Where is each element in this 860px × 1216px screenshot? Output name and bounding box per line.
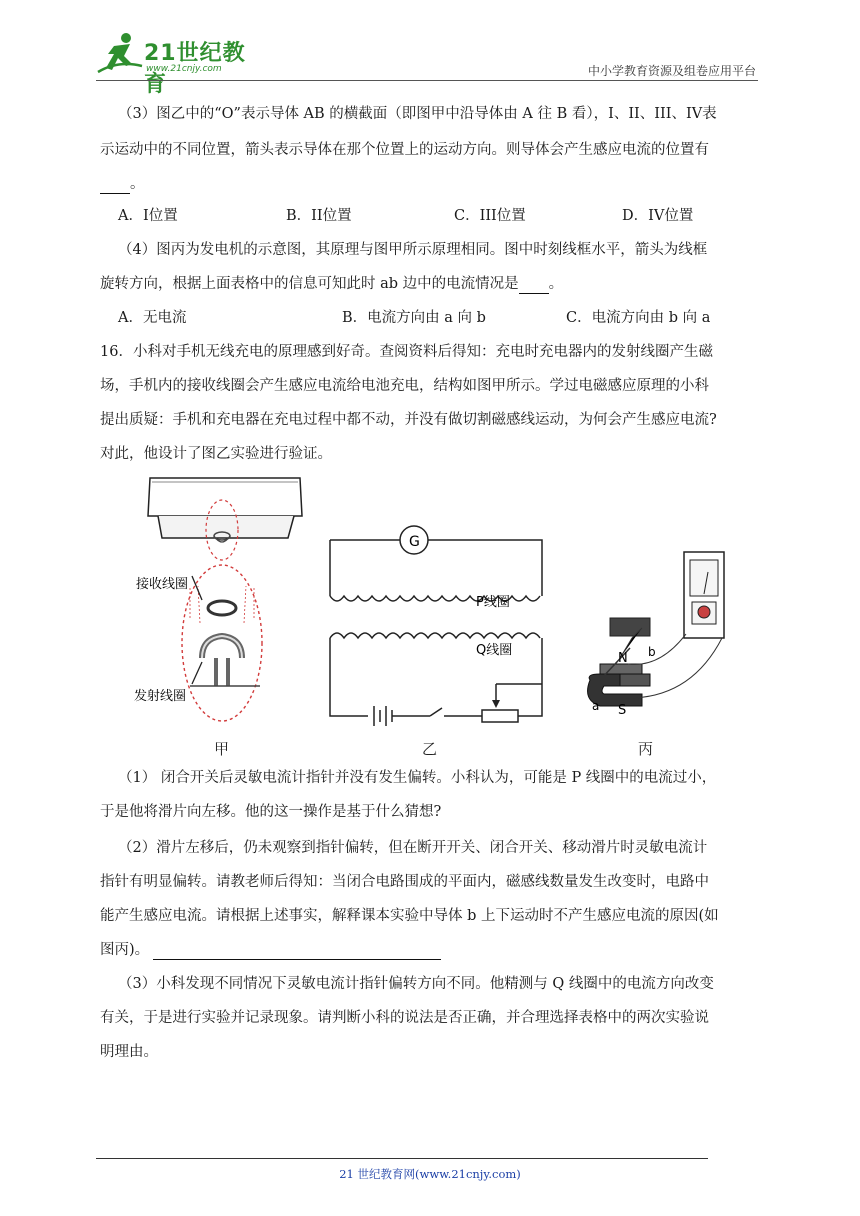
q16-p3-line3: 明理由。 (100, 1044, 158, 1060)
label-receive-coil: 接收线圈 (136, 577, 189, 592)
header-divider (96, 80, 758, 81)
q15-p4-option-c[interactable]: C．电流方向由 b 向 a (566, 310, 711, 326)
q16-p1-line1: （1） 闭合开关后灵敏电流计指针并没有发生偏转。小科认为，可能是 P 线圈中的电流过小， (118, 770, 717, 786)
q16-p2-line4-text: 图丙)。 (100, 942, 150, 958)
q16-p2-line3: 能产生感应电流。请根据上述事实，解释课本实验中导体 b 上下运动时不产生感应电流的原因(如 (100, 908, 719, 924)
conductor-a-label: a (592, 699, 600, 713)
q16-p1-line2: 于是他将滑片向左移。他的这一操作是基于什么猜想? (100, 804, 442, 820)
q16-p3-line2: 有关，于是进行实验并记录现象。请判断小科的说法是否正确，并合理选择表格中的两次实验说 (100, 1010, 709, 1026)
runner-logo-icon (96, 30, 144, 76)
q16-p2-line4 (100, 940, 441, 960)
magnet-s-label: S (618, 703, 627, 718)
footer-divider (96, 1158, 708, 1159)
site-logo[interactable] (96, 30, 266, 97)
label-p-coil: P线圈 (476, 595, 510, 610)
q15-p4-option-a[interactable]: A．无电流 (118, 310, 187, 326)
q16-stem-line4: 对此，他设计了图乙实验进行验证。 (100, 446, 332, 462)
q15-p3-end: 。 (130, 176, 145, 192)
experiment-diagram (130, 468, 730, 763)
q15-option-c[interactable]: C．III位置 (454, 208, 526, 224)
q15-option-a[interactable]: A．I位置 (118, 208, 178, 224)
q15-p4-line2-text: 旋转方向，根据上面表格中的信息可知此时 ab 边中的电流情况是 (100, 276, 519, 292)
q15-p3-line3 (100, 174, 145, 194)
answer-blank-long[interactable] (153, 944, 441, 960)
q16-stem-line3: 提出质疑：手机和充电器在充电过程中都不动，并没有做切割磁感线运动，为何会产生感应电流? (100, 412, 717, 428)
caption-yi: 乙 (422, 740, 438, 758)
q16-stem-line2: 场，手机内的接收线圈会产生感应电流给电池充电，结构如图甲所示。学过电磁感应原理的小科 (100, 378, 709, 394)
logo-text: 21世纪教育 (144, 41, 246, 97)
label-q-coil: Q线圈 (476, 643, 513, 658)
q15-p3-line2: 示运动中的不同位置，箭头表示导体在那个位置上的运动方向。则导体会产生感应电流的位置有 (100, 142, 709, 158)
page-footer[interactable]: 21 世纪教育网(www.21cnjy.com) (339, 1167, 521, 1181)
q15-option-b[interactable]: B．II位置 (286, 208, 352, 224)
q16-figure (130, 468, 730, 763)
conductor-b-label: b (648, 645, 656, 659)
logo-url: www.21cnjy.com (146, 64, 222, 74)
q15-p4-line2 (100, 274, 563, 294)
q15-p4-option-b[interactable]: B．电流方向由 a 向 b (342, 310, 486, 326)
answer-blank[interactable] (519, 278, 549, 294)
q16-p3-line1: （3）小科发现不同情况下灵敏电流计指针偏转方向不同。他精测与 Q 线圈中的电流方向改变 (118, 976, 714, 992)
label-transmit-coil: 发射线圈 (134, 689, 187, 704)
q15-p4-line1: （4）图丙为发电机的示意图，其原理与图甲所示原理相同。图中时刻线框水平，箭头为线框 (118, 242, 708, 258)
q15-p3-line1: （3）图乙中的“O”表示导体 AB 的横截面（即图甲中沿导体由 A 往 B 看），I、II、III、IV表 (118, 106, 717, 122)
q16-p2-line1: （2）滑片左移后，仍未观察到指针偏转，但在断开开关、闭合开关、移动滑片时灵敏电流计 (118, 840, 708, 856)
q15-p4-end: 。 (548, 276, 564, 292)
answer-blank[interactable] (100, 178, 130, 194)
caption-bing: 丙 (638, 740, 654, 758)
q16-p2-line2: 指针有明显偏转。请教老师后得知：当闭合电路围成的平面内，磁感线数量发生改变时，电路中 (100, 874, 709, 890)
platform-title: 中小学教育资源及组卷应用平台 (587, 64, 756, 78)
diagram-yi (330, 526, 542, 726)
galvanometer-label: G (409, 534, 420, 550)
diagram-bing (588, 552, 724, 706)
caption-jia: 甲 (214, 740, 230, 758)
q15-option-d[interactable]: D．IV位置 (622, 208, 694, 224)
q16-stem-line1: 16．小科对手机无线充电的原理感到好奇。查阅资料后得知：充电时充电器内的发射线圈产生磁 (100, 344, 713, 360)
diagram-jia (148, 478, 302, 721)
page-header (96, 30, 756, 97)
magnet-n-label: N (618, 651, 628, 666)
